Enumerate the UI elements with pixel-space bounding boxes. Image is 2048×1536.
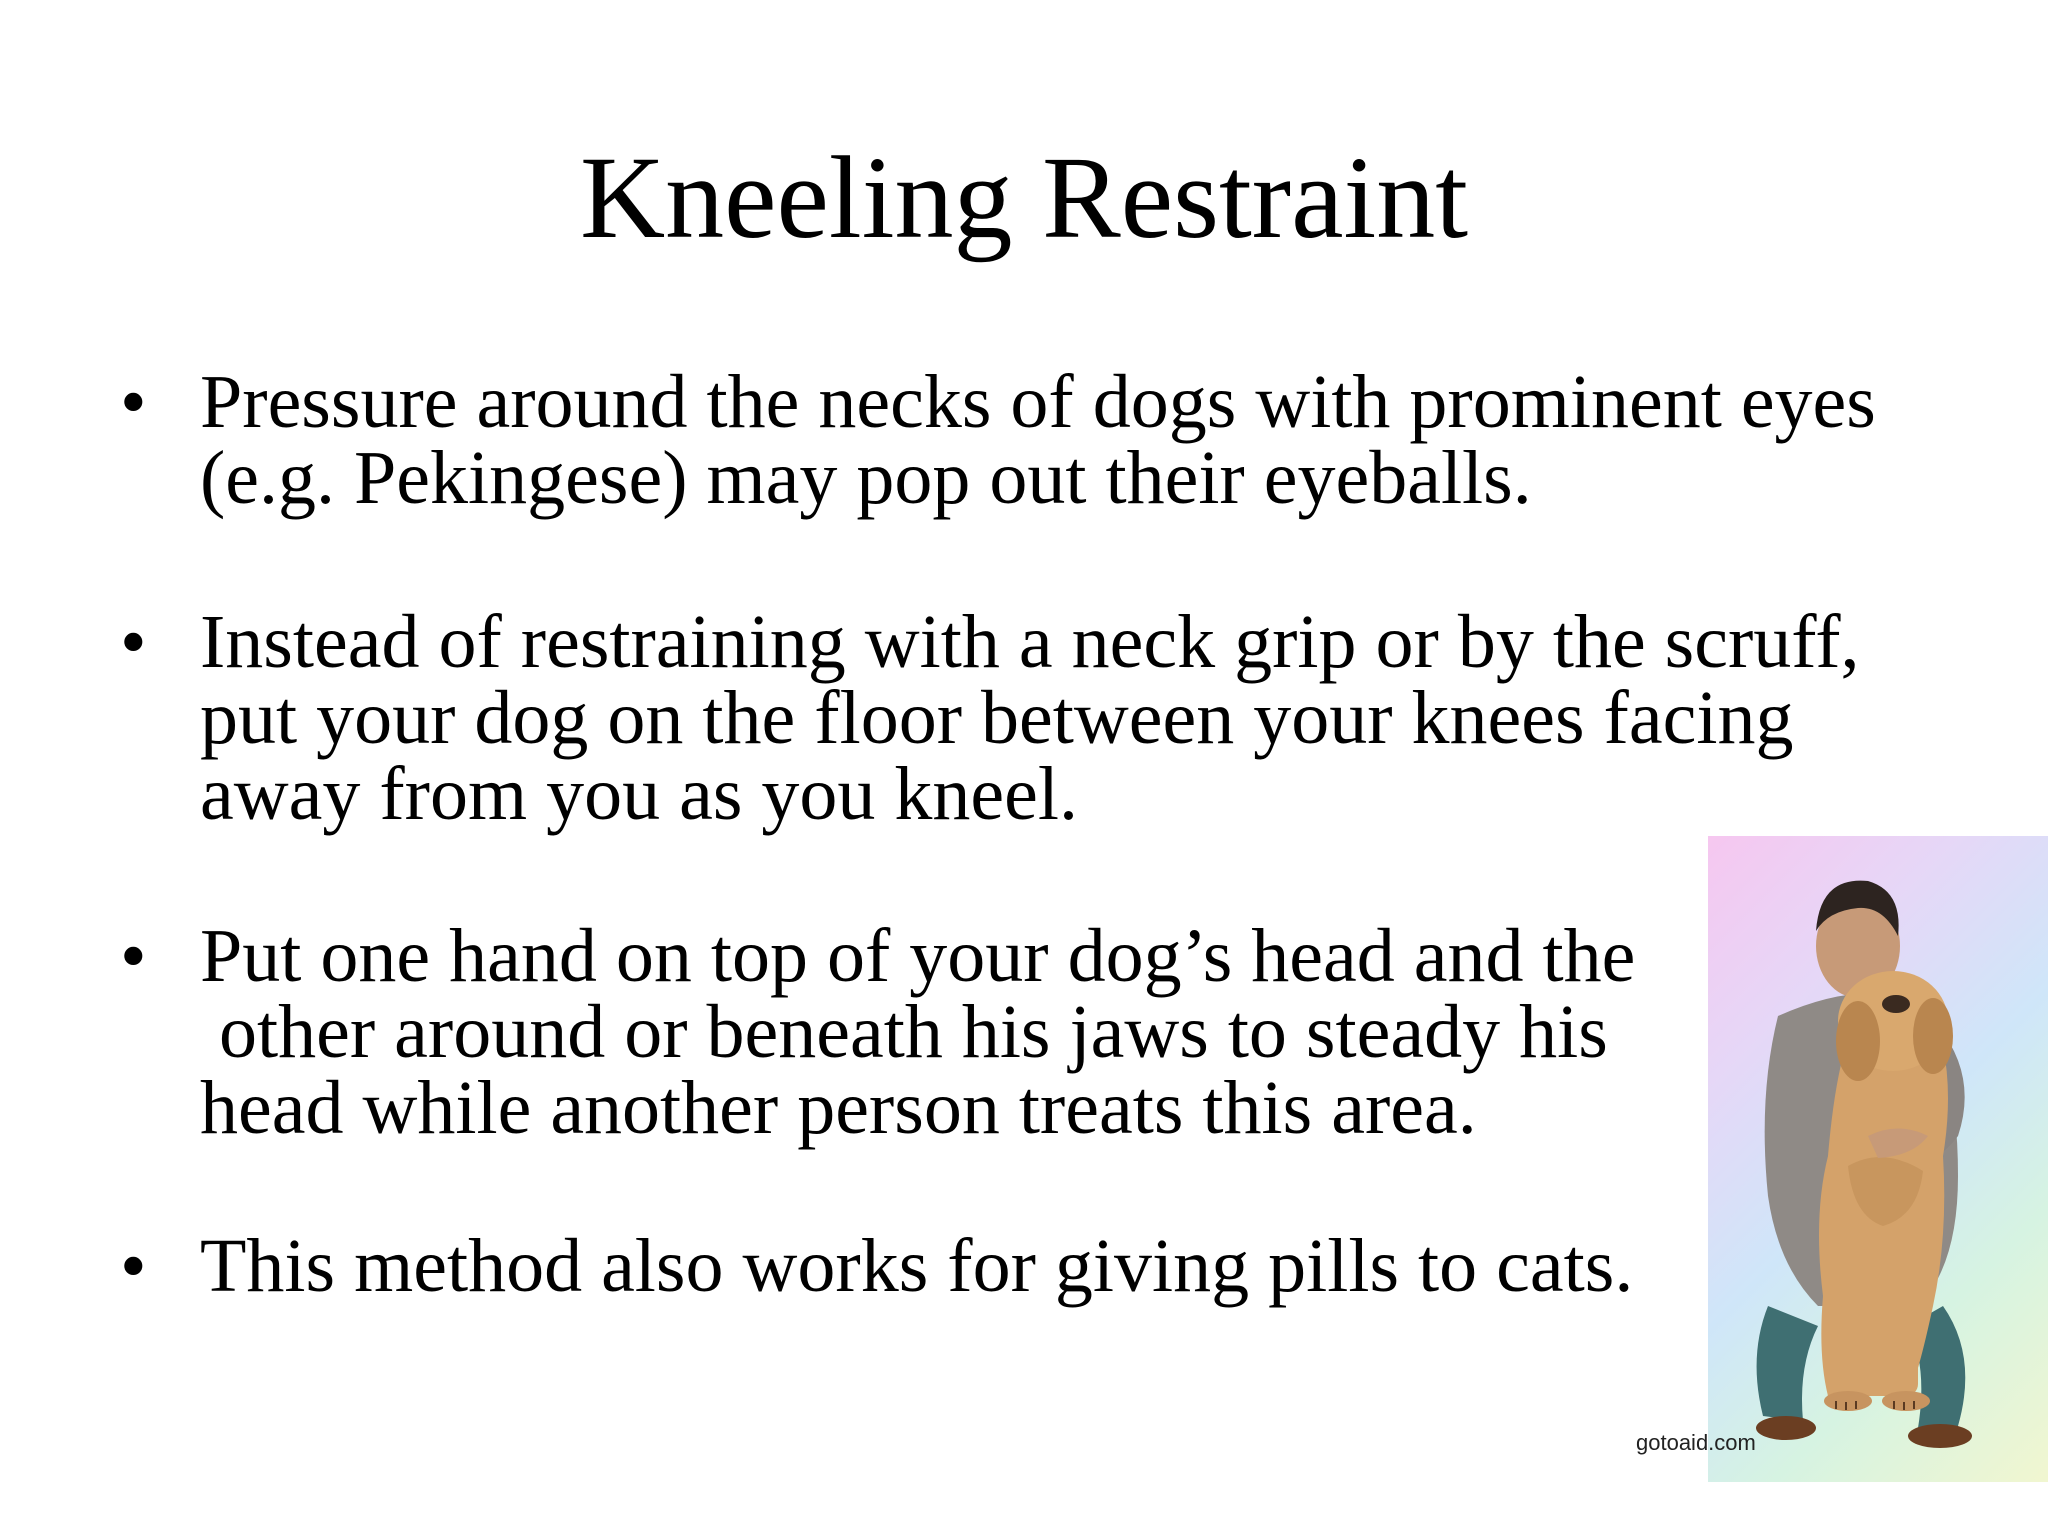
slide-title: Kneeling Restraint — [579, 132, 1469, 263]
bullet-line: Put one hand on top of your dog’s head and the — [200, 914, 1636, 998]
source-watermark: gotoaid.com — [1636, 1430, 1756, 1455]
bullet-line: Instead of restraining with a neck grip or by the scruff, — [200, 600, 1860, 684]
kneeling-restraint-illustration — [1708, 836, 2048, 1482]
bullet-dot: • — [120, 360, 147, 444]
bullet-line: head while another person treats this area. — [200, 1066, 1477, 1150]
bullet-dot: • — [120, 1224, 147, 1308]
bullet-line: away from you as you kneel. — [200, 752, 1078, 836]
bullet-line: other around or beneath his jaws to steady his — [200, 990, 1608, 1074]
bullet-line: Pressure around the necks of dogs with prominent eyes — [200, 360, 1876, 444]
bullet-dot: • — [120, 914, 147, 998]
bullet-line: This method also works for giving pills to cats. — [200, 1224, 1634, 1308]
bullet-dot: • — [120, 600, 147, 684]
bullet-line: put your dog on the floor between your knees facing — [200, 676, 1794, 760]
person-and-dog-icon — [1708, 836, 2048, 1482]
bullet-line: (e.g. Pekingese) may pop out their eyeballs. — [200, 436, 1532, 520]
